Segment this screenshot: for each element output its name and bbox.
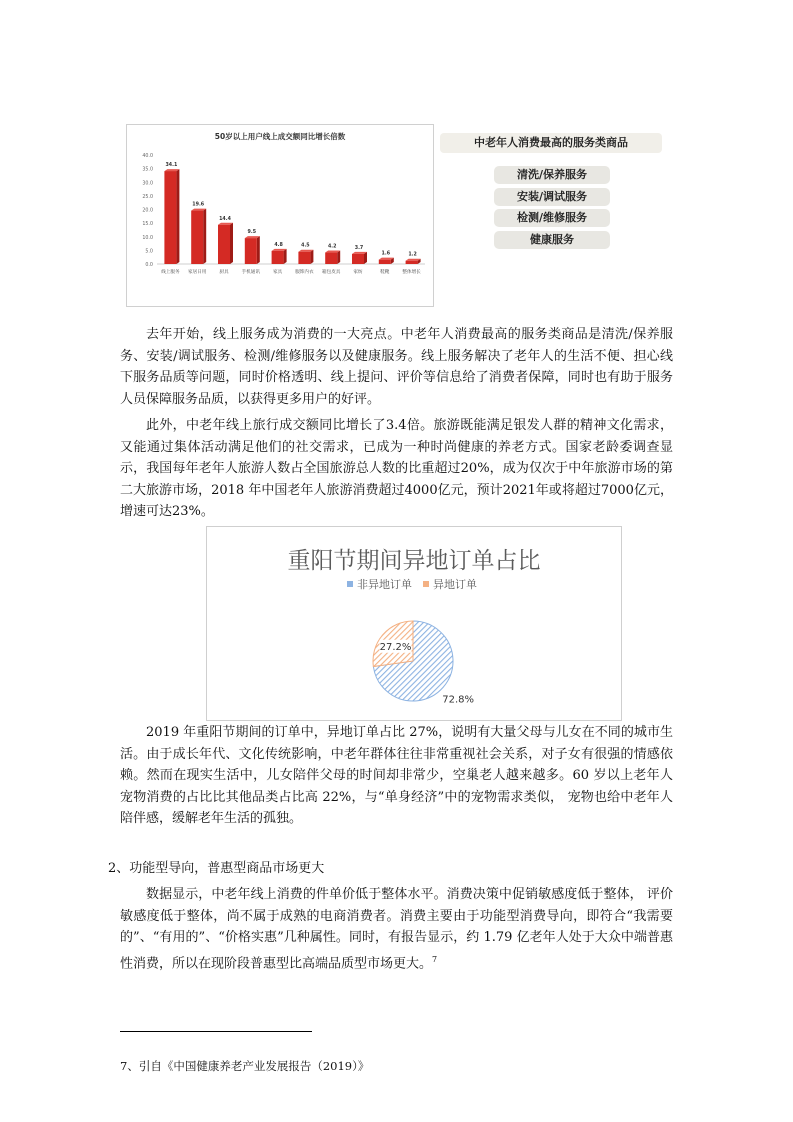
category-label: 厨具 [219,270,229,275]
bar [379,260,391,264]
bar [245,238,257,264]
y-tick-label: 0.0 [145,263,153,268]
category-label: 家具 [272,270,283,275]
category-label: 家居日用 [188,270,207,275]
footnote-divider [120,1031,312,1032]
bar [352,254,364,264]
bar-value-label: 4.2 [327,244,337,250]
category-label: 整体增长 [402,270,421,275]
bar [406,261,418,264]
category-label: 线上服务 [161,270,180,275]
bar [191,211,203,264]
pie-value-label-remote: 27.2% [379,641,412,653]
service-item: 清洗/保养服务 [494,166,610,184]
bar-chart-title: 50岁以上用户线上成交额同比增长倍数 [214,132,346,141]
bar [164,171,176,264]
bar-value-label: 14.4 [219,216,231,222]
footnote-marker: 7 [432,954,438,964]
bar [298,252,310,264]
y-tick-label: 20.0 [142,208,153,214]
services-panel [436,124,672,254]
footnote-text: 7、引自《中国健康养老产业发展报告（2019）》 [120,1059,370,1073]
bar [325,253,337,264]
bar-side [176,169,179,264]
bar-chart [127,125,433,306]
category-label: 手机通讯 [241,270,260,275]
paragraph-text: 数据显示，中老年线上消费的件单价低于整体水平。消费决策中促销敏感度低于整体， 评价敏感度低于整体，尚不属于成熟的电商消费者。消费主要由于功能型消费导向，即符合“我需要的”、“有用的”、“价格实惠”几种属性。同时，有报告显示，约 1.79 亿老年人处于大众中端普惠性消费，所以在现阶段普惠型比高端品质型市场更大。 [120,887,673,972]
pie-chart-title: 重阳节期间异地订单占比 [287,548,541,574]
pie-chart-figure [206,526,622,721]
bar-value-label: 19.6 [192,202,205,208]
paragraph-remote-orders: 2019 年重阳节期间的订单中，异地订单占比 27%，说明有大量父母与儿女在不同的城市生活。由于成长年代、文化传统影响，中老年群体往往非常重视社会关系，对子女有很强的情感依赖。然而在现实生活中，儿女陪伴父母的时间却非常少，空巢老人越来越多。60 岁以上老年人宠物消费的占比比其他品类占比高 22%，与“单身经济”中的宠物需求类似， 宠物也给中老年人陪伴感，缓解老年生活的孤独。 [120,725,673,827]
bar-chart-figure [126,124,434,307]
legend-label-remote: 异地订单 [433,578,477,591]
bar-value-label: 9.5 [247,230,257,236]
service-item: 检测/维修服务 [494,209,610,227]
legend-label-non-remote: 非异地订单 [357,578,412,591]
bar-side [284,249,287,264]
bar-value-label: 34.1 [165,163,178,169]
y-tick-label: 15.0 [142,222,153,228]
y-tick-label: 35.0 [142,167,153,173]
bar [218,225,230,264]
bar-value-label: 1.6 [381,251,391,257]
legend-swatch-non-remote [347,581,353,587]
y-tick-label: 25.0 [142,194,153,200]
bar-side [364,252,367,264]
bar [272,251,284,264]
bar-side [230,223,233,264]
bar-side [203,209,206,264]
y-tick-label: 5.0 [145,249,153,255]
service-item: 健康服务 [494,231,610,249]
pie-value-label-non-remote: 72.8% [442,694,475,706]
bar-side [337,251,340,264]
bar-side [310,250,313,264]
bar-value-label: 4.8 [274,242,283,248]
legend-swatch-remote [423,581,429,587]
paragraph-functional-consumption [120,884,673,975]
bar-value-label: 3.7 [354,245,364,251]
service-item: 安装/调试服务 [494,188,610,206]
section-heading: 2、功能型导向，普惠型商品市场更大 [108,861,325,876]
paragraph-travel: 此外，中老年线上旅行成交额同比增长了3.4倍。旅游既能满足银发人群的精神文化需求，又能通过集体活动满足他们的社交需求，已成为一种时尚健康的养老方式。国家老龄委调查显示，我国每年老年人旅游人数占全国旅游总人数的比重超过20%，成为仅次于中年旅游市场的第二大旅游市场，2018 年中国老年人旅游消费超过4000亿元，预计2021年或将超过7000亿元，增速可达23%。 [120,418,673,520]
paragraph-online-services: 去年开始，线上服务成为消费的一大亮点。中老年人消费最高的服务类商品是清洗/保养服务、安装/调试服务、检测/维修服务以及健康服务。线上服务解决了老年人的生活不便、担心线下服务品质等问题，同时价格透明、线上提问、评价等信息给了消费者保障，同时也有助于服务人员保障服务品质，以获得更多用户的好评。 [120,327,673,407]
y-tick-label: 10.0 [142,235,153,241]
category-label: 服饰内衣 [295,270,314,275]
pie-chart [207,527,621,720]
y-tick-label: 30.0 [142,181,153,187]
services-header: 中老年人消费最高的服务类商品 [440,133,662,153]
category-label: 家纺 [353,270,363,275]
bar-side [257,236,260,264]
category-label: 鞋靴 [380,270,390,275]
y-tick-label: 40.0 [142,154,153,159]
category-label: 箱包皮具 [322,270,341,275]
pie-legend [347,577,477,591]
bar-value-label: 4.5 [301,243,310,249]
bar-value-label: 1.2 [408,252,417,258]
